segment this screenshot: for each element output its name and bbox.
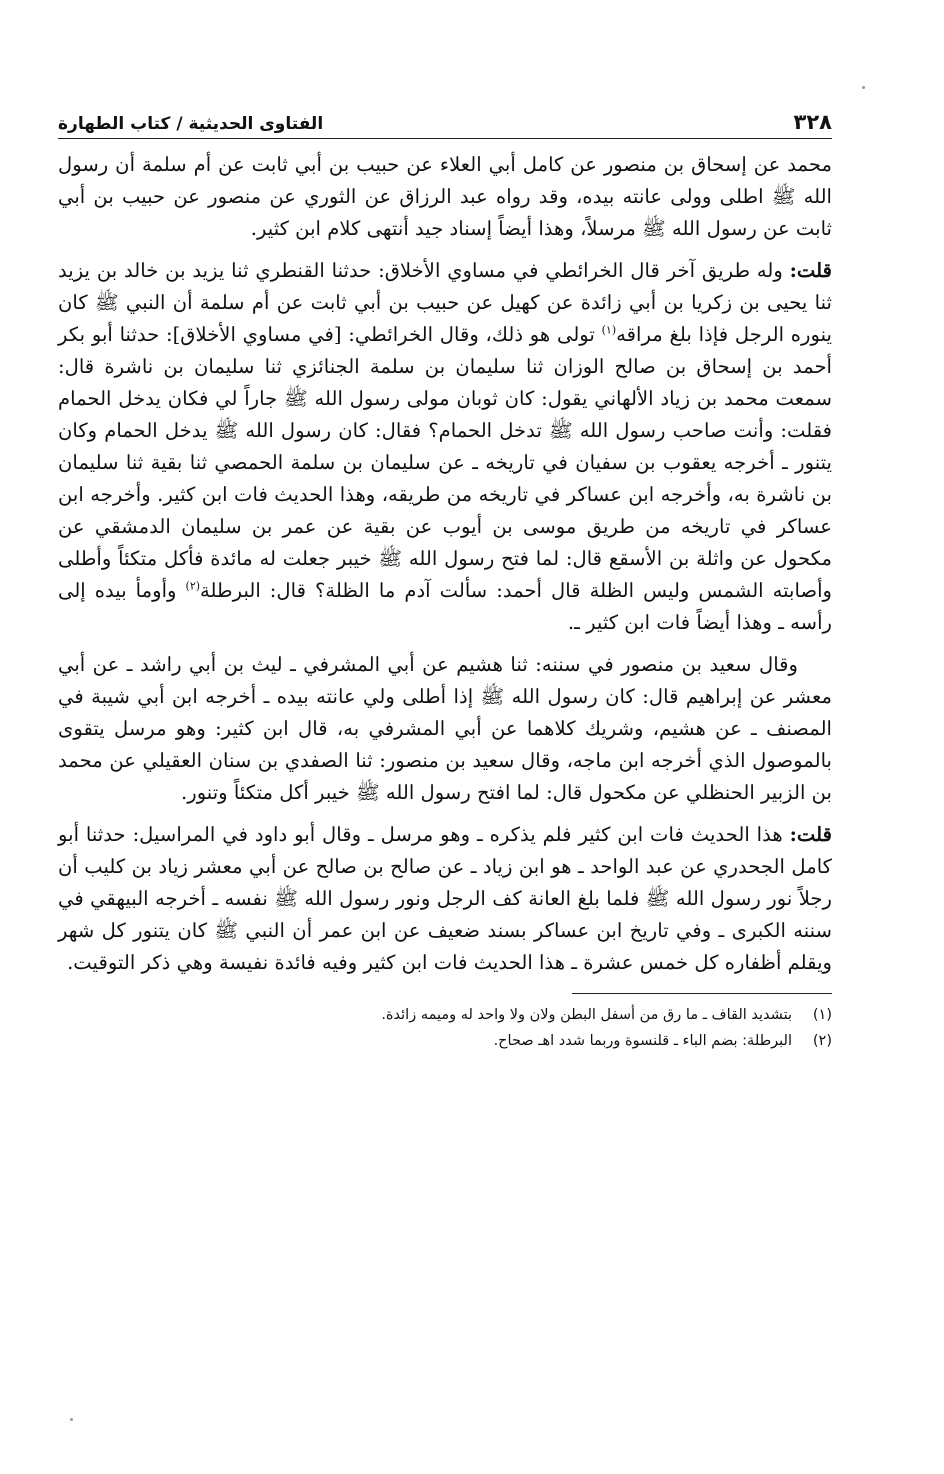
paragraph-1 xyxy=(58,149,832,245)
footnote-1 xyxy=(58,1002,832,1028)
paragraph-text: هذا الحديث فات ابن كثير فلم يذكره ـ وهو مرسل ـ وقال أبو داود في المراسيل: حدثنا أبو كامل الجحدري عن عبد الواحد ـ هو ابن زياد ـ عن صالح بن صالح عن أبي معشر زياد بن كليب أن رجلاً نور رسول الله ﷺ فلما بلغ العانة كف الرجل ونور رسول الله ﷺ نفسه ـ أخرجه البيهقي في سننه الكبرى ـ وفي تاريخ ابن عساكر بسند ضعيف عن ابن عمر أن النبي ﷺ كان يتنور كل شهر ويقلم أظفاره كل خمس عشرة ـ هذا الحديث فات ابن كثير وفيه فائدة نفيسة وهي ذكر التوقيت. xyxy=(58,823,832,974)
footnote-2 xyxy=(58,1028,832,1054)
main-text xyxy=(58,149,832,979)
page-number: ٣٢٨ xyxy=(793,110,832,134)
footnote-separator xyxy=(572,993,832,994)
paragraph-3 xyxy=(58,649,832,809)
paragraph-text: وقال سعيد بن منصور في سننه: ثنا هشيم عن أبي المشرفي ـ ليث بن أبي راشد ـ عن أبي معشر عن إبراهيم قال: كان رسول الله ﷺ إذا أطلى ولي عانته بيده ـ أخرجه ابن أبي شيبة في المصنف ـ عن هشيم، وشريك كلاهما عن أبي المشرفي به، قال ابن كثير: وهو مرسل يتقوى بالموصول الذي أخرجه ابن ماجه، وقال سعيد بن منصور: ثنا الصفدي بن سنان العقيلي عن محمد بن الزبير الحنظلي عن مكحول قال: لما افتح رسول الله ﷺ خيبر أكل متكئاً وتنور. xyxy=(58,653,832,804)
qult-label: قلت: xyxy=(789,823,832,846)
scan-speck xyxy=(70,1418,73,1421)
footnote-number: (١) xyxy=(812,1007,832,1023)
paragraph-text: محمد عن إسحاق بن منصور عن كامل أبي العلاء عن حبيب بن أبي ثابت عن أم سلمة أن رسول الله ﷺ اطلى وولى عانته بيده، وقد رواه عبد الرزاق عن الثوري عن منصور عن حبيب بن أبي ثابت عن رسول الله ﷺ مرسلاً، وهذا أيضاً إسناد جيد أنتهى كلام ابن كثير. xyxy=(58,153,832,240)
paragraph-2 xyxy=(58,255,832,639)
footnote-ref-1[interactable]: (١) xyxy=(601,323,617,337)
qult-label: قلت: xyxy=(789,259,832,282)
running-title: الفتاوى الحديثية / كتاب الطهارة xyxy=(58,114,324,134)
paragraph-text-continued: تولى هو ذلك، وقال الخرائطي: [في مساوي الأخلاق]: حدثنا أبو بكر أحمد بن إسحاق بن صالح الوزان ثنا سليمان بن سلمة الجنائزي ثنا سليمان بن ناشرة قال: سمعت محمد بن زياد الألهاني يقول: كان ثوبان مولى رسول الله ﷺ جاراً لي فكان يدخل الحمام فقلت: وأنت صاحب رسول الله ﷺ تدخل الحمام؟ فقال: كان رسول الله ﷺ يدخل الحمام وكان يتنور ـ أخرجه يعقوب بن سفيان في تاريخه ـ عن سليمان بن سلمة الحمصي ثنا بقية ثنا سليمان بن ناشرة به، وأخرجه ابن عساكر في تاريخه من طريقه، وهذا الحديث فات ابن كثير. وأخرجه ابن عساكر في تاريخه من طريق موسى بن أيوب عن بقية عن عمر بن سليمان الدمشقي عن مكحول عن واثلة بن الأسقع قال: لما فتح رسول الله ﷺ خيبر جعلت له مائدة فأكل متكئاً وأطلى وأصابته الشمس وليس الظلة قال أحمد: سألت آدم ما الظلة؟ قال: البرطلة xyxy=(58,323,832,602)
footnote-text: البرطلة: بضم الباء ـ قلنسوة وربما شدد اهـ صحاح. xyxy=(493,1033,792,1049)
paragraph-4 xyxy=(58,819,832,979)
footnote-ref-2[interactable]: (٢) xyxy=(185,579,201,593)
document-page xyxy=(58,92,832,1054)
footnotes xyxy=(58,1002,832,1054)
scan-speck xyxy=(862,86,865,89)
footnote-number: (٢) xyxy=(812,1033,832,1049)
paragraph-text: وله طريق آخر قال الخرائطي في مساوي الأخلاق: حدثنا القنطري ثنا يزيد بن خالد بن يزيد ثنا يحيى بن زكريا بن أبي زائدة عن كهيل عن حبيب بن أبي ثابت عن أم سلمة أن النبي ﷺ كان ينوره الرجل فإذا بلغ مراقه xyxy=(58,259,832,346)
page-header xyxy=(58,92,832,139)
footnote-text: بتشديد القاف ـ ما رق من أسفل البطن ولان ولا واحد له وميمه زائدة. xyxy=(381,1007,792,1023)
paragraph-text-continued: وأومأ بيده إلى رأسه ـ وهذا أيضاً فات ابن كثير ـ. xyxy=(58,579,832,634)
